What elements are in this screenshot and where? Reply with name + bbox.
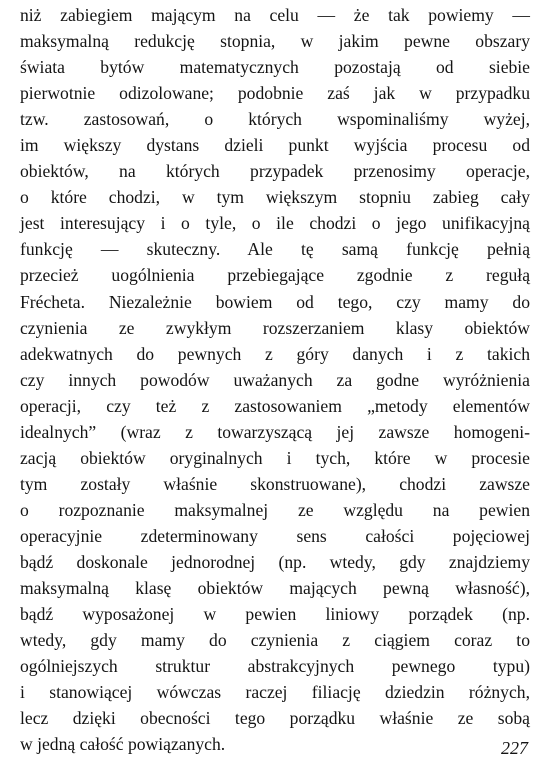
text-line: czy innych powodów uważanych za godne wyróżnienia: [20, 369, 530, 390]
text-line: idealnych” (wraz z towarzyszącą jej zawsze homogeni-: [20, 421, 530, 442]
text-line: niż zabiegiem mającym na celu — że tak powiemy —: [20, 5, 530, 25]
text-line: funkcję — skuteczny. Ale tę samą funkcję pełnią: [20, 239, 530, 260]
text-line: o rozpoznanie maksymalnej ze względu na pewien: [20, 499, 530, 520]
body-text: [20, 2, 530, 757]
text-line: o które chodzi, w tym większym stopniu zabieg cały: [20, 187, 530, 208]
text-line: operacyjnie zdeterminowany sens całości pojęciowej: [20, 525, 530, 546]
text-line: maksymalną klasę obiektów mających pewną własność),: [20, 578, 530, 599]
text-line: bądź doskonale jednorodnej (np. wtedy, gdy znajdziemy: [20, 551, 530, 572]
text-line: lecz dzięki obecności tego porządku właśnie ze sobą: [20, 708, 530, 729]
text-line: w jedną całość powiązanych.: [20, 734, 226, 755]
text-line: operacji, czy też z zastosowaniem „metody elementów: [20, 395, 530, 416]
text-line: zacją obiektów oryginalnych i tych, które w procesie: [20, 447, 530, 468]
text-line: maksymalną redukcję stopnia, w jakim pewne obszary: [20, 31, 530, 52]
text-line: czynienia ze zwykłym rozszerzaniem klasy obiektów: [20, 317, 530, 338]
text-line: świata bytów matematycznych pozostają od siebie: [20, 57, 530, 78]
page-number: 227: [501, 738, 528, 758]
text-line: tzw. zastosowań, o których wspominaliśmy wyżej,: [20, 109, 530, 130]
text-line: im większy dystans dzieli punkt wyjścia procesu od: [20, 135, 530, 156]
text-line: Frécheta. Niezależnie bowiem od tego, czy mamy do: [20, 291, 530, 312]
text-line: przecież uogólnienia przebiegające zgodnie z regułą: [20, 265, 530, 286]
text-line: wtedy, gdy mamy do czynienia z ciągiem coraz to: [20, 630, 530, 651]
text-line: jest interesujący i o tyle, o ile chodzi o jego unifikacyjną: [20, 213, 530, 234]
text-line: obiektów, na których przypadek przenosimy operacje,: [20, 161, 530, 182]
text-line: tym zostały właśnie skonstruowane), chodzi zawsze: [20, 473, 530, 494]
text-line: pierwotnie odizolowane; podobnie zaś jak w przypadku: [20, 83, 530, 104]
text-line: ogólniejszych struktur abstrakcyjnych pewnego typu): [20, 656, 530, 677]
text-line: adekwatnych do pewnych z góry danych i z takich: [20, 343, 530, 364]
text-line: i stanowiącej wówczas raczej filiację dziedzin różnych,: [20, 682, 530, 703]
text-line: bądź wyposażonej w pewien liniowy porządek (np.: [20, 604, 530, 625]
